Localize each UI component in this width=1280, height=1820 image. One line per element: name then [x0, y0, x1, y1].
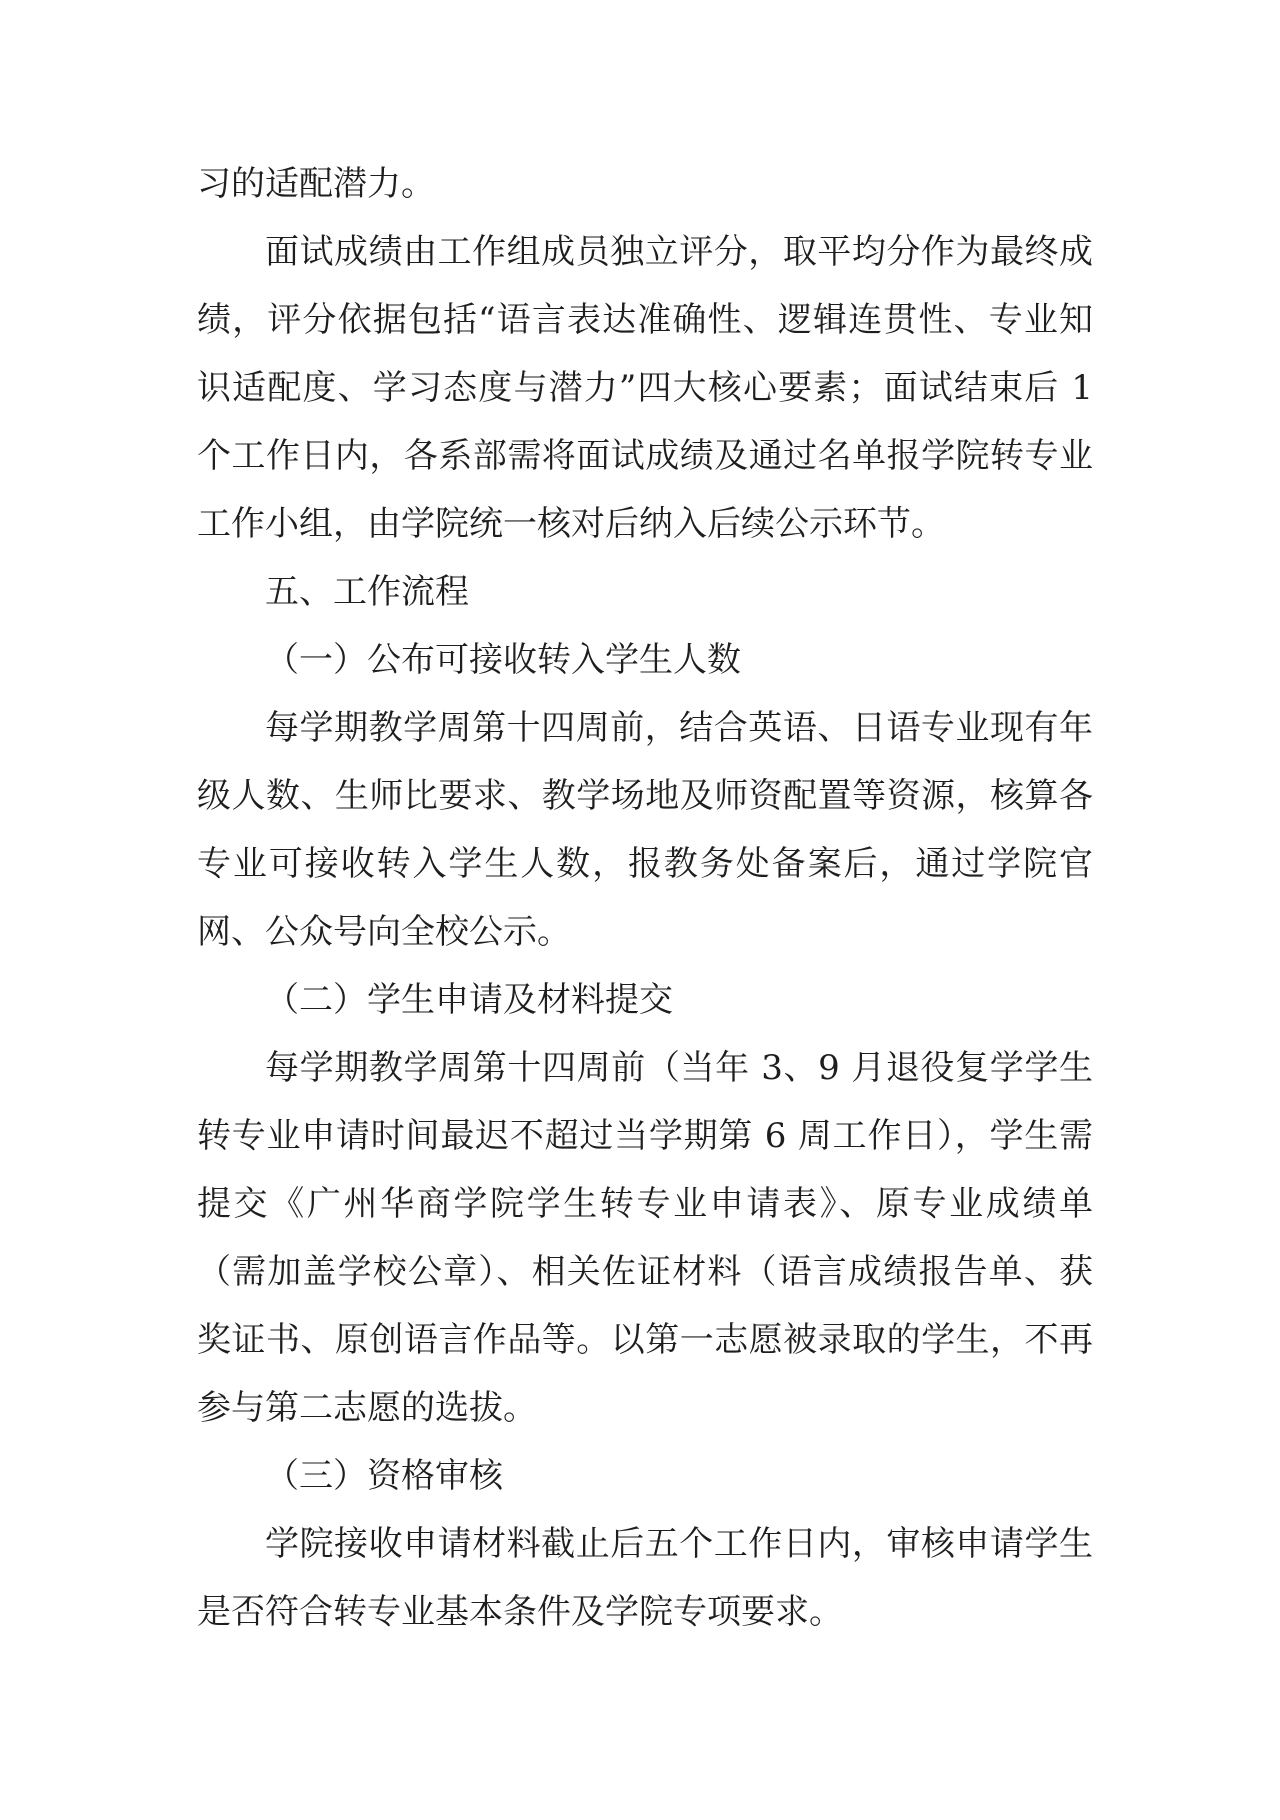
subsection-heading-announce-quota: （一）公布可接收转入学生人数 — [265, 640, 741, 680]
subsection-heading-application-materials: （二）学生申请及材料提交 — [265, 980, 673, 1020]
paragraph-announce-quota: 每学期教学周第十四周前，结合英语、日语专业现有年级人数、生师比要求、教学场地及师资配置等资源，核算各专业可接收转入学生人数，报教务处备案后，通过学院官网、公众号向全校公示。 — [197, 708, 1093, 952]
paragraph-application-materials: 每学期教学周第十四周前（当年 3、9 月退役复学学生转专业申请时间最迟不超过当学期第 6 周工作日），学生需提交《广州华商学院学生转专业申请表》、原专业成绩单（需加盖学校公章）、相关佐证材料（语言成绩报告单、获奖证书、原创语言作品等。以第一志愿被录取的学生，不再参与第二志愿的选拔。 — [197, 1048, 1093, 1428]
paragraph-interview-scoring: 面试成绩由工作组成员独立评分，取平均分作为最终成绩，评分依据包括“语言表达准确性、逻辑连贯性、专业知识适配度、学习态度与潜力”四大核心要素；面试结束后 1 个工作日内，各系部需将面试成绩及通过名单报学院转专业工作小组，由学院统一核对后纳入后续公示环节。 — [197, 232, 1093, 544]
subsection-heading-qualification-review: （三）资格审核 — [265, 1456, 503, 1496]
paragraph-continuation: 习的适配潜力。 — [197, 164, 435, 204]
section-heading-work-process: 五、工作流程 — [265, 572, 469, 612]
paragraph-qualification-review: 学院接收申请材料截止后五个工作日内，审核申请学生是否符合转专业基本条件及学院专项要求。 — [197, 1524, 1093, 1632]
